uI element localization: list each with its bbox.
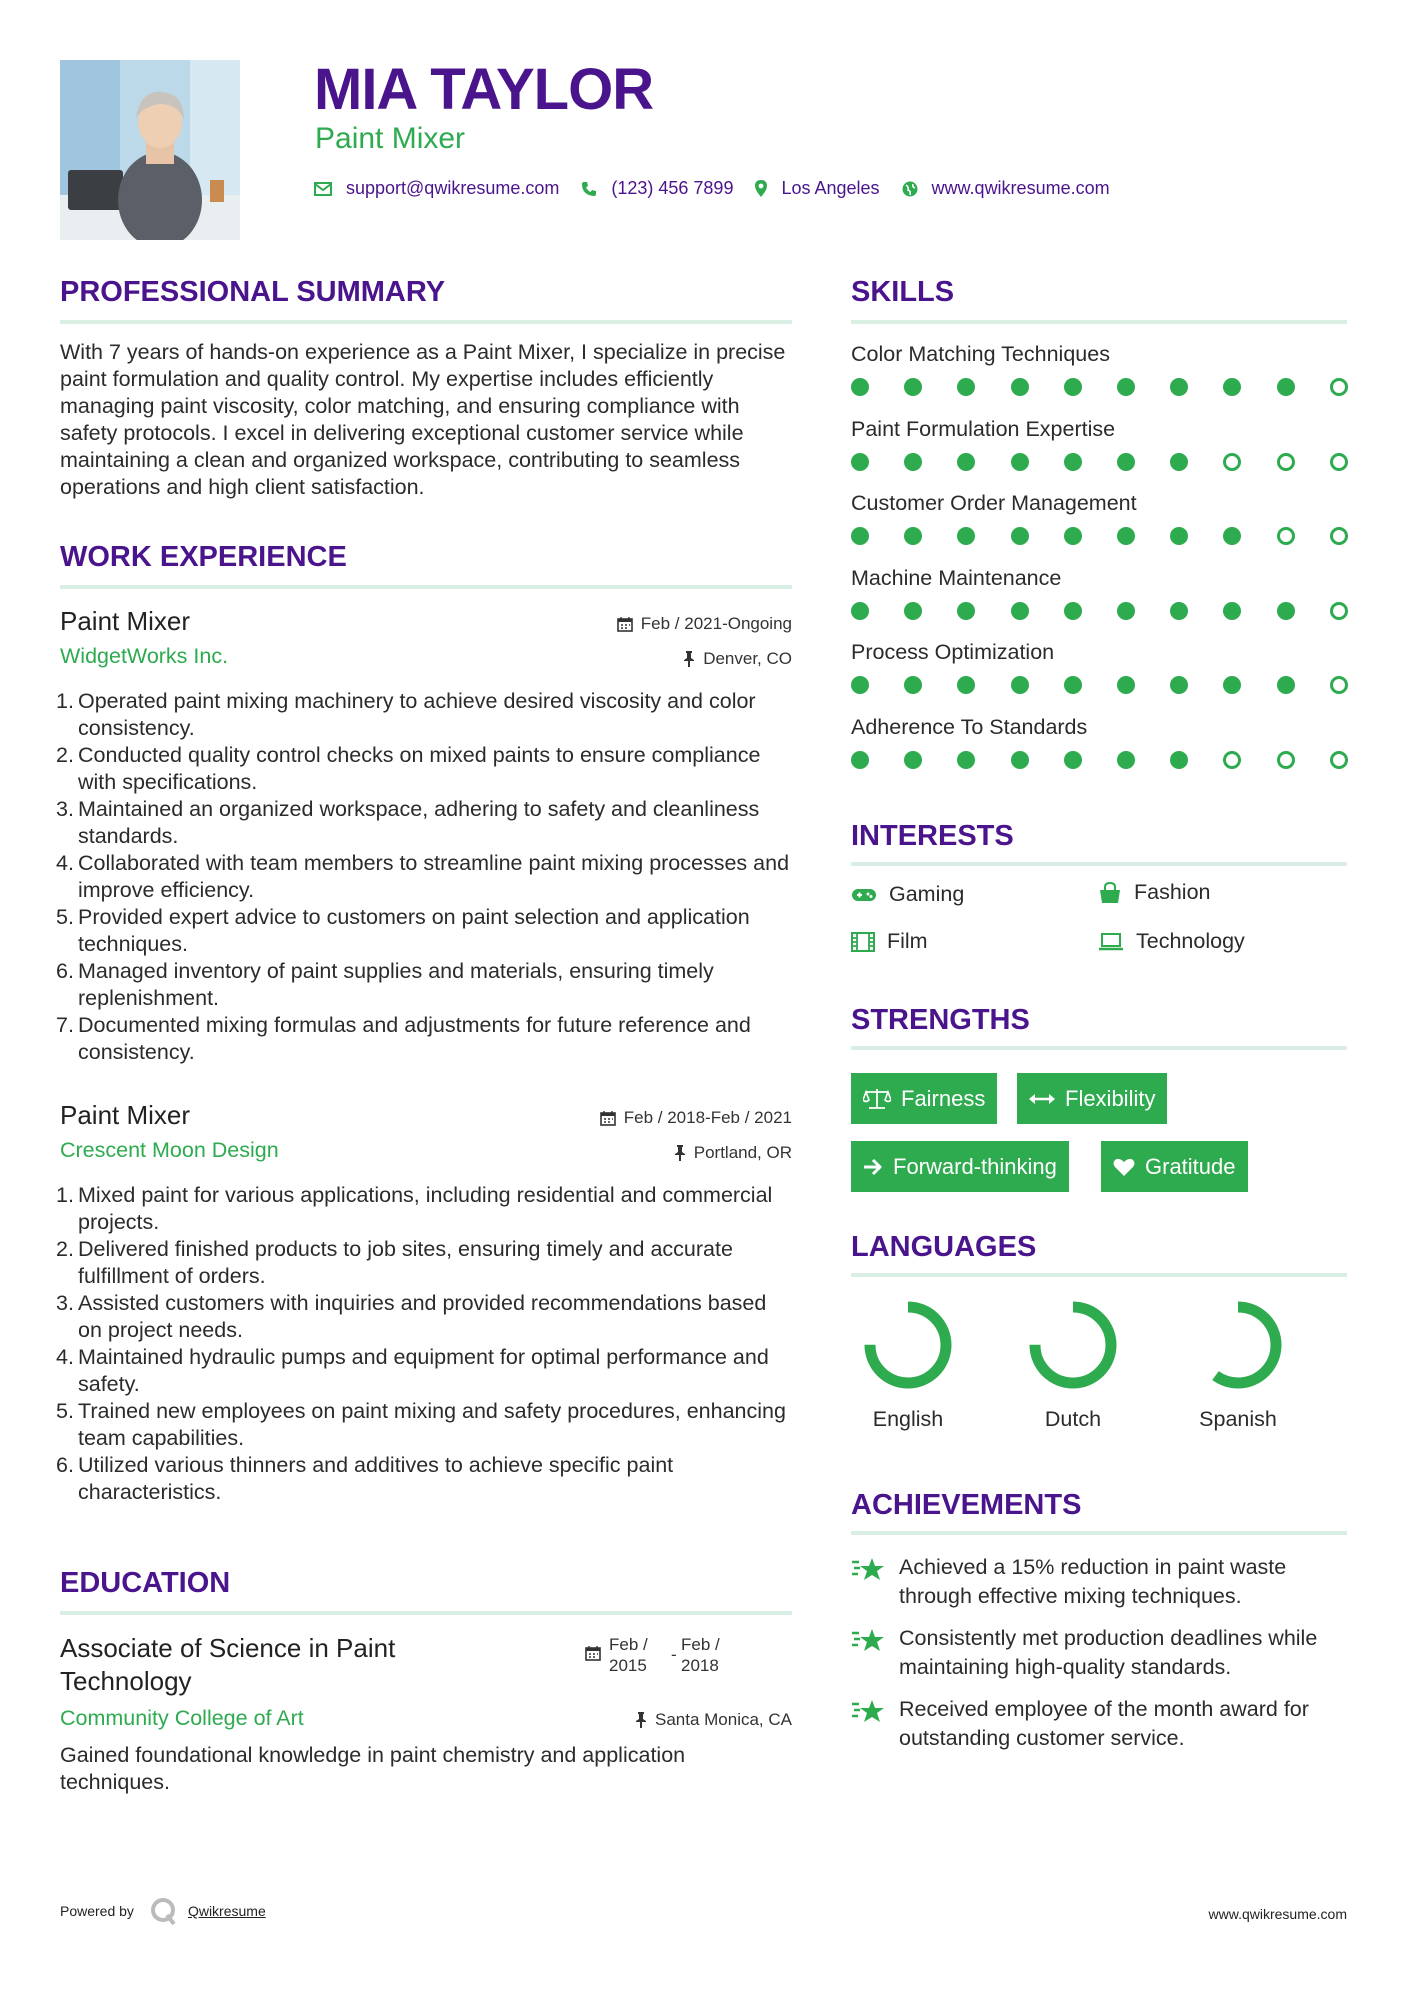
- website-text: www.qwikresume.com: [931, 178, 1110, 198]
- skill-rating: [851, 378, 1347, 398]
- rating-dot-filled: [1223, 527, 1241, 545]
- rating-dot-empty: [1277, 453, 1295, 471]
- arrows-horizontal-icon: [1029, 1092, 1055, 1106]
- rating-dot-filled: [1064, 527, 1082, 545]
- achievements-divider: [851, 1531, 1347, 1535]
- job-location-text: Denver, CO: [703, 649, 792, 668]
- shopping-bag-icon: [1098, 882, 1122, 904]
- footer-url[interactable]: www.qwikresume.com: [1208, 1906, 1347, 1922]
- summary-heading: PROFESSIONAL SUMMARY: [60, 276, 446, 308]
- pin-icon: [674, 1145, 686, 1161]
- skill-name: Machine Maintenance: [851, 565, 1062, 590]
- rating-dot-filled: [1170, 676, 1188, 694]
- shooting-star-icon: [851, 1626, 885, 1654]
- proficiency-arc: [870, 1307, 946, 1383]
- duty-item: 4. Collaborated with team members to streamline paint mixing processes and improve efficiency.: [56, 851, 790, 902]
- calendar-icon: [585, 1645, 601, 1661]
- rating-dot-filled: [1011, 602, 1029, 620]
- summary-divider: [60, 320, 792, 324]
- skill-rating: [851, 676, 1347, 696]
- interest-label: Film: [887, 929, 928, 953]
- rating-dot-empty: [1330, 527, 1348, 545]
- rating-dot-filled: [1011, 453, 1029, 471]
- job-location: [683, 649, 792, 669]
- candidate-title: Paint Mixer: [315, 122, 466, 155]
- rating-dot-filled: [957, 527, 975, 545]
- skill-row: [851, 640, 1347, 700]
- experience-heading: WORK EXPERIENCE: [60, 541, 347, 573]
- experience-divider: [60, 585, 792, 589]
- rating-dot-filled: [1117, 676, 1135, 694]
- duty-item: 3. Assisted customers with inquiries and provided recommendations based on project needs.: [56, 1291, 767, 1342]
- job-date-text: Feb / 2018-Feb / 2021: [623, 1108, 792, 1127]
- rating-dot-empty: [1330, 676, 1348, 694]
- education-heading: EDUCATION: [60, 1567, 231, 1599]
- strength-badge-gratitude: [1101, 1141, 1248, 1192]
- interest-item-fashion: [1098, 880, 1211, 905]
- rating-dot-filled: [1064, 453, 1082, 471]
- rating-dot-filled: [904, 676, 922, 694]
- languages-divider: [851, 1273, 1347, 1277]
- email-text: support@qwikresume.com: [346, 178, 560, 198]
- pin-icon: [635, 1712, 647, 1728]
- calendar-icon: [600, 1110, 616, 1126]
- achievement-item: [851, 1695, 1351, 1753]
- interest-label: Fashion: [1134, 880, 1211, 904]
- rating-dot-filled: [1223, 676, 1241, 694]
- language-proficiency-ring: [1190, 1297, 1286, 1393]
- language-item: [848, 1297, 968, 1432]
- laptop-icon: [1098, 933, 1124, 951]
- rating-dot-filled: [1223, 378, 1241, 396]
- rating-dot-empty: [1223, 453, 1241, 471]
- job-date: [617, 614, 792, 634]
- strength-label: Flexibility: [1065, 1085, 1156, 1111]
- achievement-text: Consistently met production deadlines while maintaining high-quality standards.: [899, 1626, 1318, 1679]
- phone-text: (123) 456 7899: [611, 178, 734, 198]
- school-location-text: Santa Monica, CA: [654, 1710, 792, 1729]
- job-entry-1: [56, 606, 792, 1066]
- rating-dot-filled: [851, 378, 869, 396]
- phone-icon: [581, 181, 597, 197]
- duty-item: 6. Utilized various thinners and additives to achieve specific paint characteristics.: [56, 1453, 674, 1504]
- rating-dot-filled: [1170, 453, 1188, 471]
- achievements-heading: ACHIEVEMENTS: [851, 1489, 1082, 1521]
- rating-dot-filled: [1277, 676, 1295, 694]
- rating-dot-filled: [851, 453, 869, 471]
- job-company: Crescent Moon Design: [60, 1138, 279, 1162]
- achievement-item: [851, 1553, 1351, 1611]
- balance-scale-icon: [863, 1088, 891, 1110]
- rating-dot-filled: [1170, 527, 1188, 545]
- interest-item-film: [851, 929, 928, 954]
- strength-label: Gratitude: [1145, 1153, 1236, 1179]
- degree-title: [60, 1632, 395, 1698]
- strengths-divider: [851, 1046, 1347, 1050]
- strength-badge-fairness: [851, 1073, 997, 1124]
- interests-heading: INTERESTS: [851, 820, 1014, 852]
- rating-dot-empty: [1330, 453, 1348, 471]
- strengths-heading: STRENGTHS: [851, 1004, 1030, 1036]
- skill-rating: [851, 602, 1347, 622]
- arrow-right-icon: [863, 1158, 883, 1176]
- school-location: [635, 1710, 792, 1730]
- gamepad-icon: [851, 887, 877, 903]
- rating-dot-filled: [851, 602, 869, 620]
- qwikresume-logo-icon: [148, 1896, 178, 1926]
- powered-by-text: Powered by: [60, 1903, 134, 1919]
- heart-icon: [1113, 1157, 1135, 1177]
- film-icon: [851, 932, 875, 952]
- duty-item: 1. Operated paint mixing machinery to achieve desired viscosity and color consistency.: [56, 689, 756, 740]
- globe-icon: [902, 181, 918, 197]
- duty-item: 4. Maintained hydraulic pumps and equipment for optimal performance and safety.: [56, 1345, 769, 1396]
- skill-rating: [851, 527, 1347, 547]
- rating-dot-filled: [1117, 602, 1135, 620]
- strength-badge-flexibility: [1017, 1073, 1167, 1124]
- rating-dot-filled: [957, 602, 975, 620]
- qwikresume-link[interactable]: Qwikresume: [187, 1903, 266, 1919]
- contact-bar: [314, 178, 1132, 199]
- map-marker-icon: [755, 180, 767, 197]
- contact-email[interactable]: [314, 178, 559, 199]
- job-entry-2: [56, 1100, 792, 1520]
- rating-dot-filled: [1277, 602, 1295, 620]
- achievement-text: Received employee of the month award for outstanding customer service.: [899, 1697, 1309, 1750]
- location-text: Los Angeles: [781, 178, 880, 198]
- duty-item: 2. Delivered finished products to job sites, ensuring timely and accurate fulfillment of orders.: [56, 1237, 733, 1288]
- interest-item-technology: [1098, 929, 1245, 954]
- contact-phone[interactable]: [581, 178, 733, 199]
- language-item: [1178, 1297, 1298, 1432]
- rating-dot-filled: [1011, 378, 1029, 396]
- rating-dot-filled: [1064, 676, 1082, 694]
- interests-divider: [851, 862, 1347, 866]
- rating-dot-filled: [904, 527, 922, 545]
- strength-label: Fairness: [901, 1085, 986, 1111]
- rating-dot-filled: [1223, 602, 1241, 620]
- duty-item: 1. Mixed paint for various applications, including residential and commercial projects.: [56, 1183, 773, 1234]
- rating-dot-filled: [851, 676, 869, 694]
- rating-dot-filled: [1064, 751, 1082, 769]
- rating-dot-filled: [1117, 378, 1135, 396]
- calendar-icon: [617, 616, 633, 632]
- skill-name: Color Matching Techniques: [851, 342, 1110, 366]
- rating-dot-empty: [1330, 602, 1348, 620]
- contact-website[interactable]: [902, 178, 1110, 199]
- skill-name: Process Optimization: [851, 640, 1055, 664]
- language-item: [1013, 1297, 1133, 1432]
- rating-dot-filled: [1277, 378, 1295, 396]
- job-duties: [56, 688, 792, 1066]
- skill-row: [851, 342, 1347, 402]
- rating-dot-filled: [904, 602, 922, 620]
- duty-item: 5. Trained new employees on paint mixing and safety procedures, enhancing team capabilities.: [56, 1399, 786, 1450]
- job-company: WidgetWorks Inc.: [60, 644, 229, 668]
- rating-dot-filled: [1170, 378, 1188, 396]
- pin-icon: [683, 651, 695, 667]
- duty-item: 6. Managed inventory of paint supplies and materials, ensuring timely replenishment.: [56, 959, 714, 1010]
- education-description: Gained foundational knowledge in paint chemistry and application techniques.: [60, 1743, 686, 1794]
- date-end: Feb / 2018: [681, 1635, 720, 1675]
- interest-item-gaming: [851, 882, 964, 907]
- rating-dot-filled: [904, 453, 922, 471]
- rating-dot-empty: [1330, 378, 1348, 396]
- rating-dot-filled: [1064, 602, 1082, 620]
- rating-dot-filled: [1011, 527, 1029, 545]
- rating-dot-filled: [1011, 676, 1029, 694]
- rating-dot-empty: [1277, 527, 1295, 545]
- education-divider: [60, 1611, 792, 1615]
- skills-heading: SKILLS: [851, 276, 955, 308]
- duty-item: 5. Provided expert advice to customers on paint selection and application techniques.: [56, 905, 750, 956]
- skill-row: [851, 566, 1347, 626]
- skill-rating: [851, 453, 1347, 473]
- job-title: Paint Mixer: [60, 606, 191, 636]
- skill-rating: [851, 751, 1347, 771]
- proficiency-arc: [1200, 1307, 1276, 1383]
- rating-dot-filled: [957, 676, 975, 694]
- job-location: [674, 1143, 792, 1163]
- duty-item: 2. Conducted quality control checks on mixed paints to ensure compliance with specifications.: [56, 743, 761, 794]
- degree-line-2: Technology: [60, 1666, 192, 1696]
- interest-label: Gaming: [889, 882, 965, 906]
- shooting-star-icon: [851, 1697, 885, 1725]
- language-proficiency-ring: [1025, 1297, 1121, 1393]
- skill-name: Customer Order Management: [851, 491, 1137, 515]
- job-location-text: Portland, OR: [693, 1143, 792, 1162]
- rating-dot-empty: [1223, 751, 1241, 769]
- languages-heading: LANGUAGES: [851, 1231, 1037, 1263]
- language-proficiency-ring: [860, 1297, 956, 1393]
- date-separator: -: [671, 1645, 677, 1664]
- school-name: Community College of Art: [60, 1706, 304, 1730]
- strength-label: Forward-thinking: [893, 1153, 1057, 1179]
- skill-name: Paint Formulation Expertise: [851, 416, 1116, 441]
- date-start: Feb / 2015: [609, 1635, 648, 1675]
- rating-dot-filled: [1117, 751, 1135, 769]
- rating-dot-filled: [1170, 602, 1188, 620]
- rating-dot-filled: [851, 751, 869, 769]
- language-name: Spanish: [1199, 1407, 1277, 1431]
- skill-name: Adherence To Standards: [851, 714, 1088, 739]
- footer-powered-by: [60, 1896, 266, 1926]
- candidate-name: MIA TAYLOR: [314, 57, 654, 122]
- skill-row: [851, 715, 1347, 775]
- interest-label: Technology: [1136, 929, 1245, 953]
- strength-badge-forward-thinking: [851, 1141, 1069, 1192]
- education-entry: [60, 1632, 792, 1812]
- rating-dot-filled: [957, 453, 975, 471]
- summary-text: With 7 years of hands-on experience as a Paint Mixer, I specialize in precise paint formulation and quality control. My expertise includes efficiently managing paint viscosity, color matching, and ensuring compliance with safety protocols. I excel in delivering exceptional customer service while maintaining a clean and organized workspace, contributing to seamless operations and high client satisfaction.: [60, 340, 786, 499]
- rating-dot-empty: [1330, 751, 1348, 769]
- rating-dot-filled: [1064, 378, 1082, 396]
- profile-photo: [60, 60, 240, 240]
- rating-dot-filled: [1117, 453, 1135, 471]
- rating-dot-filled: [957, 378, 975, 396]
- rating-dot-filled: [957, 751, 975, 769]
- duty-item: 7. Documented mixing formulas and adjustments for future reference and consistency.: [56, 1013, 751, 1064]
- skill-row: [851, 491, 1347, 551]
- language-name: English: [872, 1407, 944, 1431]
- skills-divider: [851, 320, 1347, 324]
- rating-dot-filled: [904, 751, 922, 769]
- rating-dot-filled: [1170, 751, 1188, 769]
- skill-row: [851, 417, 1347, 477]
- proficiency-arc: [1035, 1307, 1111, 1383]
- job-duties: [56, 1182, 792, 1506]
- job-title: Paint Mixer: [60, 1100, 191, 1130]
- achievement-text: Achieved a 15% reduction in paint waste through effective mixing techniques.: [899, 1555, 1287, 1608]
- shooting-star-icon: [851, 1555, 885, 1583]
- rating-dot-filled: [904, 378, 922, 396]
- achievement-item: [851, 1624, 1351, 1682]
- degree-line-1: Associate of Science in Paint: [60, 1633, 396, 1663]
- rating-dot-empty: [1277, 751, 1295, 769]
- language-name: Dutch: [1044, 1407, 1102, 1431]
- rating-dot-filled: [851, 527, 869, 545]
- education-date: [585, 1634, 720, 1676]
- job-date-text: Feb / 2021-Ongoing: [640, 614, 792, 633]
- rating-dot-filled: [1011, 751, 1029, 769]
- envelope-icon: [314, 182, 332, 196]
- duty-item: 3. Maintained an organized workspace, adhering to safety and cleanliness standards.: [56, 797, 760, 848]
- rating-dot-filled: [1117, 527, 1135, 545]
- contact-location: [755, 178, 879, 199]
- job-date: [600, 1108, 792, 1128]
